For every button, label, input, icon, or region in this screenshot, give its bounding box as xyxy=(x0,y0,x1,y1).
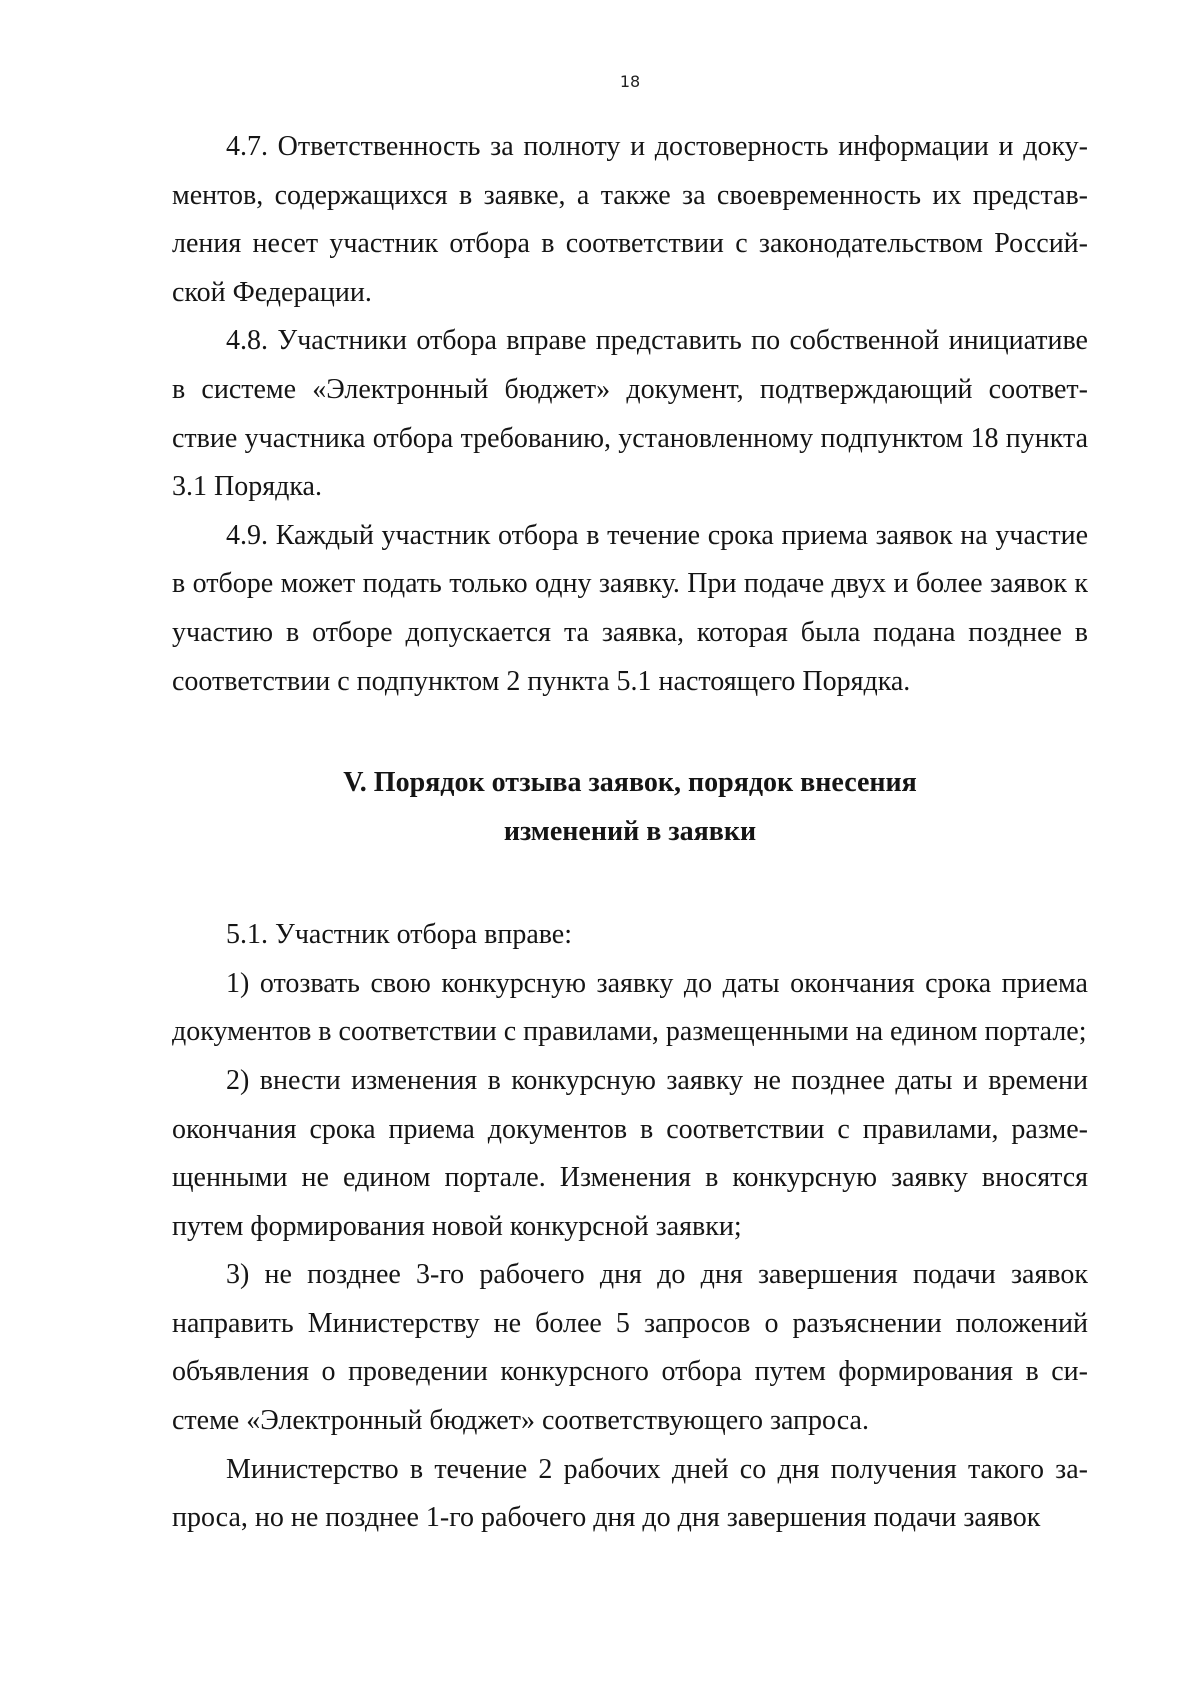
paragraph-ministry: Министерство в течение 2 рабочих дней со дня получения такого запроса, но не позднее 1-го рабочего дня до дня завершения подачи заявок xyxy=(172,1453,1088,1534)
section-heading xyxy=(172,758,1088,856)
paragraph-4-8: 4.8. Участники отбора вправе представить по собственной инициативе в системе «Электронный бюджет» документ, подтверждающий соответствие участника отбора требованию, установленному подпунктом 18 пункта 3.1 Порядка. xyxy=(172,325,1088,503)
page-number: 18 xyxy=(619,72,641,91)
section-heading-line-1: V. Порядок отзыва заявок, порядок внесения xyxy=(343,767,917,799)
paragraph-5-1-item-3: 3) не позднее 3-го рабочего дня до дня завершения подачи заявок направить Министерству не более 5 запросов о разъяснении положений объявления о проведении конкурсного отбора путем формирования в системе «Электронный бюджет» соответствующего запроса. xyxy=(172,1259,1088,1437)
paragraph-5-1: 5.1. Участник отбора вправе: xyxy=(226,919,573,951)
paragraph-4-9: 4.9. Каждый участник отбора в течение срока приема заявок на участие в отборе может подать только одну заявку. При подаче двух и более заявок к участию в отборе допускается та заявка, которая была подана позднее в соответствии с подпунктом 2 пункта 5.1 настоящего Порядка. xyxy=(172,519,1088,697)
paragraph-5-1-item-1: 1) отозвать свою конкурсную заявку до даты окончания срока приема документов в соответствии с правилами, размещенными на едином портале; xyxy=(172,967,1088,1048)
paragraph-5-1-item-2: 2) внести изменения в конкурсную заявку не позднее даты и времени окончания срока приема документов в соответствии с правилами, размещенными не едином портале. Изменения в конкурсную заявку вносятся путем формирования новой конкурсной заявки; xyxy=(172,1064,1088,1242)
section-heading-line-2: изменений в заявки xyxy=(503,816,757,848)
document-body xyxy=(172,123,1088,1543)
paragraph-4-7: 4.7. Ответственность за полноту и достоверность информации и документов, содержащихся в заявке, а также за своевременность их представления несет участник отбора в соответствии с законодательством Российской Федерации. xyxy=(172,131,1088,308)
